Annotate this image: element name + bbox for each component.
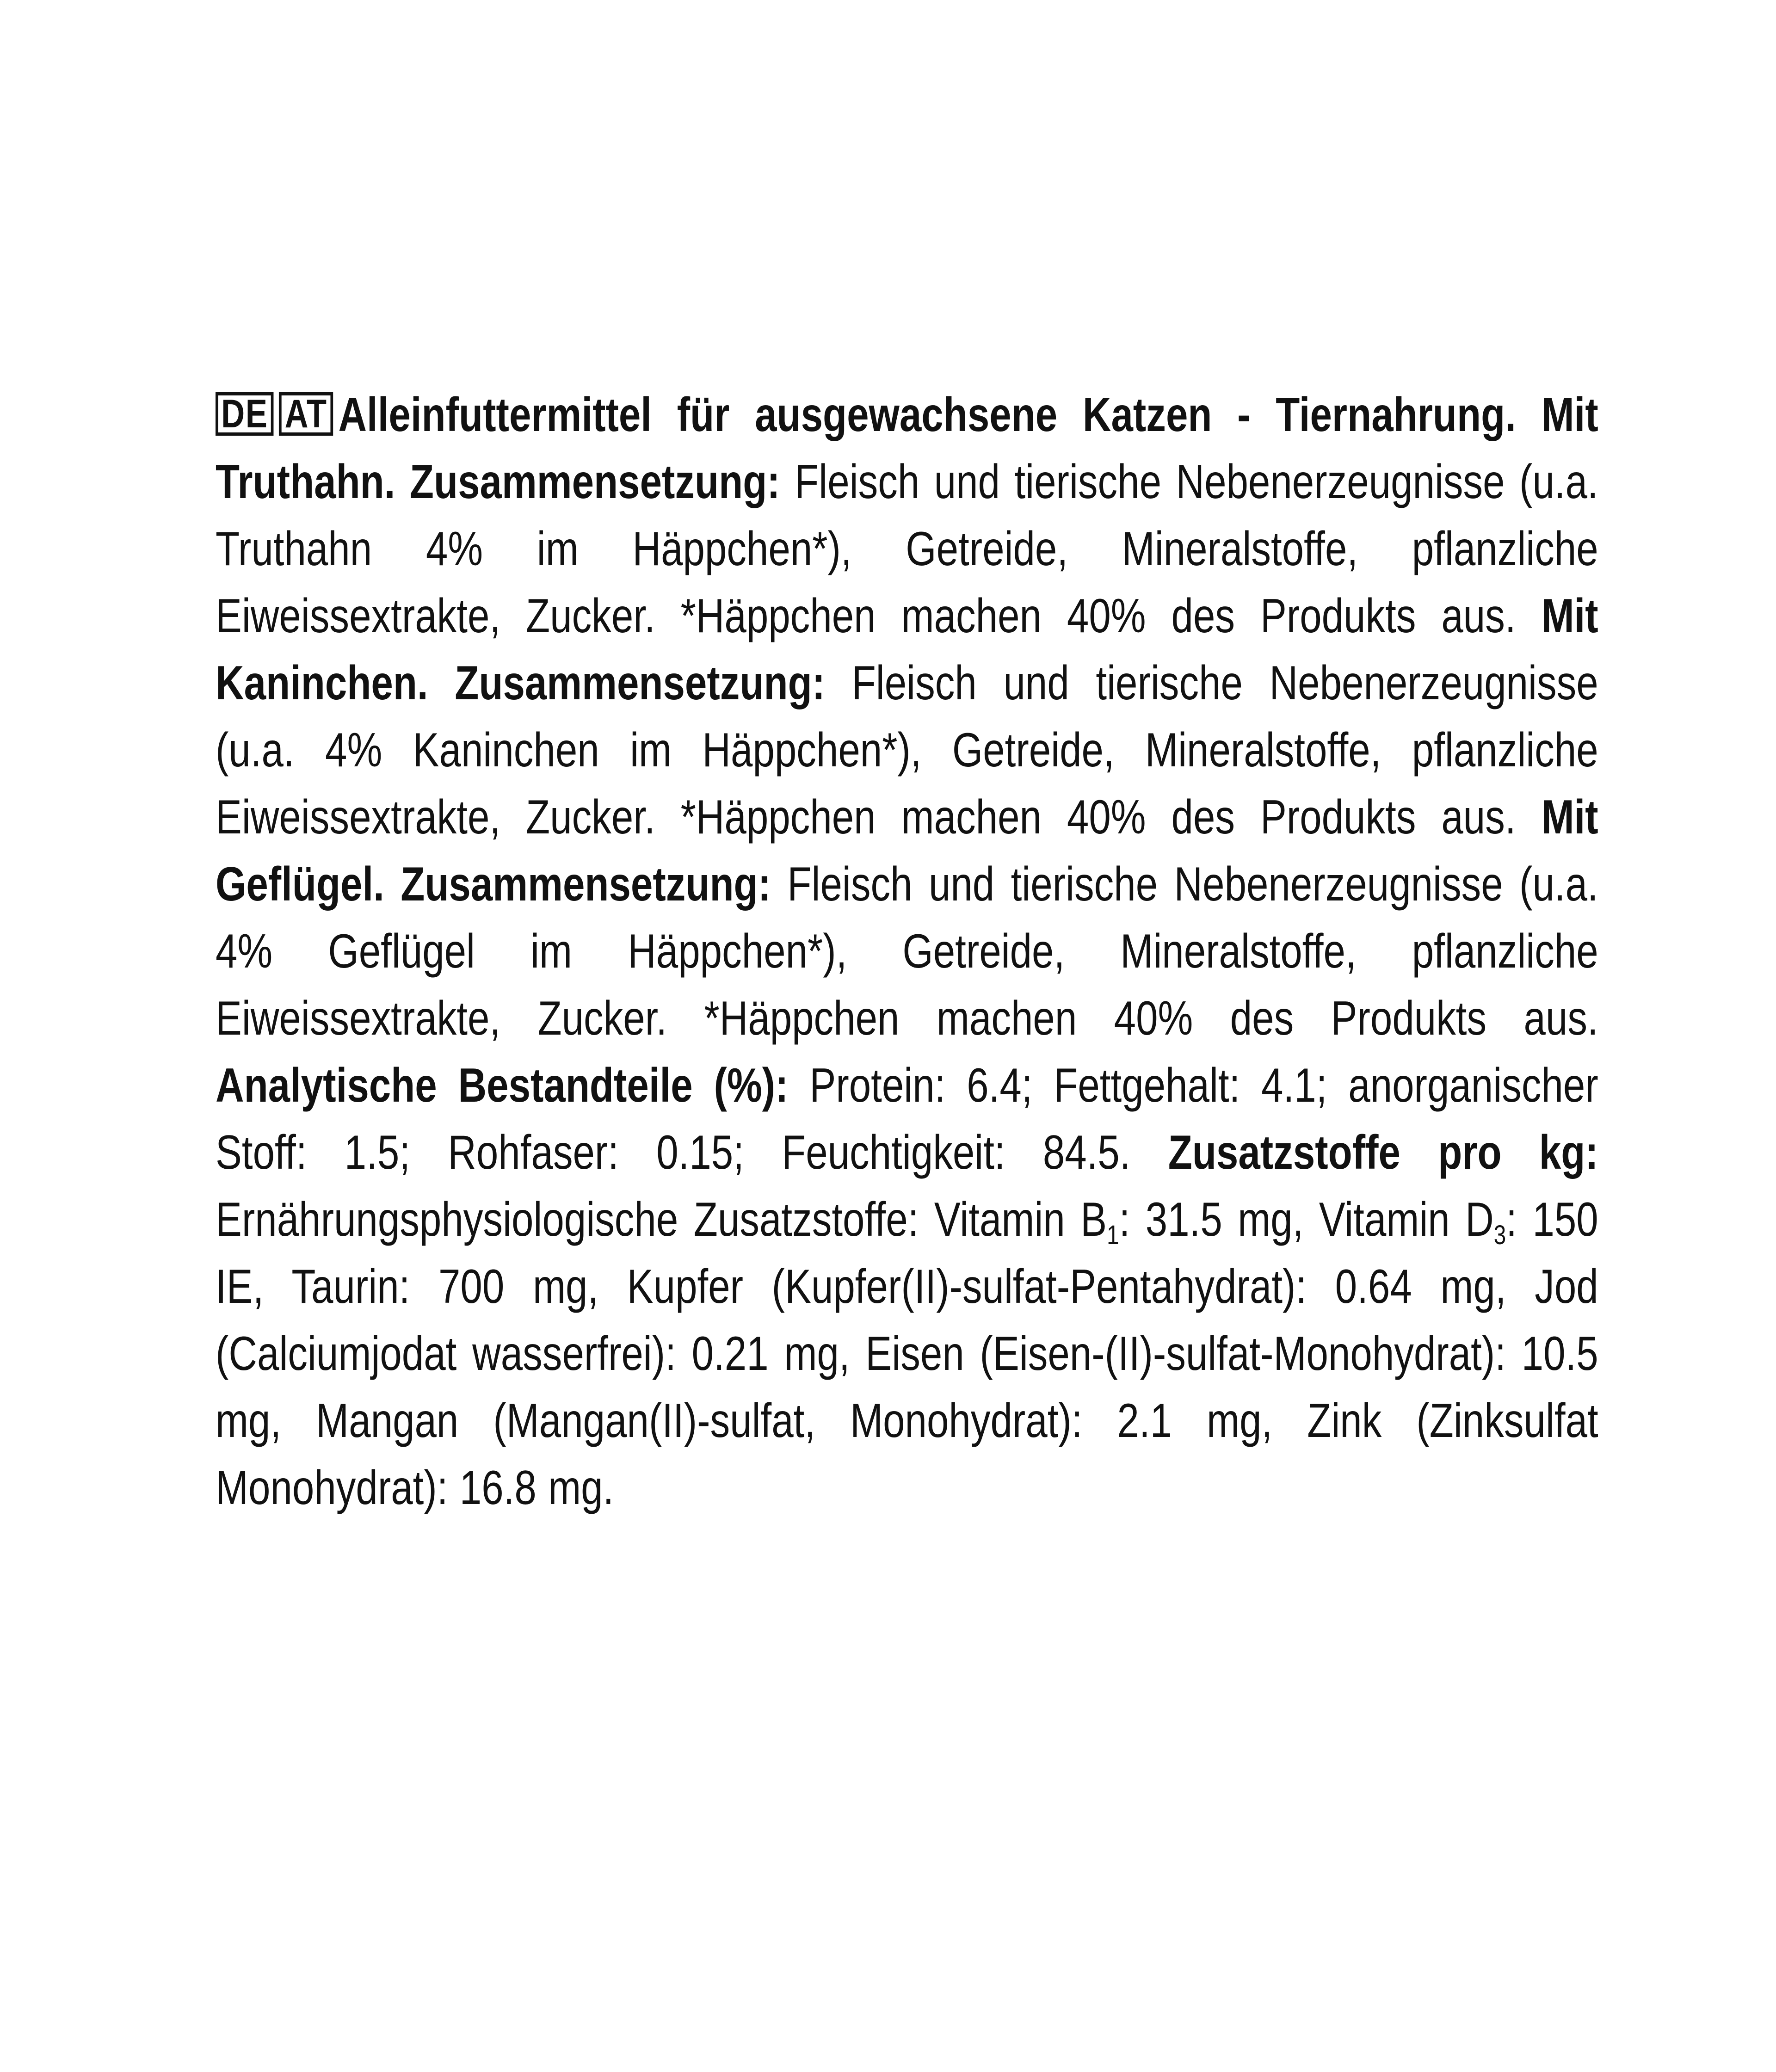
- vitamin-b-subscript: 1: [1107, 1220, 1119, 1250]
- additives-text-part3: : 150 IE, Taurin: 700 mg, Kupfer (Kupfer(II)-sulfat-Pentahydrat): 0.64 mg, Jod (Calciumjodat wasserfrei): 0.21 mg, Eisen (Eisen-(II)-sulfat-Monohydrat): 10.5 mg, Mangan (Mangan(II)-sulfat, Monohydrat): 2.1 mg, Zink (Zinksulfat Monohydrat): 16.8 mg.: [216, 1193, 1598, 1515]
- analytical-constituents-heading: Analytische Bestandteile (%):: [216, 1059, 789, 1112]
- country-badge-at: AT: [279, 392, 333, 436]
- vitamin-d-subscript: 3: [1493, 1220, 1506, 1250]
- ingredients-label-text: [216, 382, 1598, 1522]
- rabbit-composition-heading: Mit Kaninchen. Zusammensetzung:: [216, 589, 1598, 710]
- additives-heading: Zusatzstoffe pro kg:: [1168, 1126, 1598, 1179]
- composition-rabbit-text: Fleisch und tierische Nebenerzeugnisse (u.a. 4% Kaninchen im Häppchen*), Getreide, Mineralstoffe, pflanzliche Eiweissextrakte, Zucker. *Häppchen machen 40% des Produkts aus.: [216, 656, 1598, 844]
- country-badge-de: DE: [216, 392, 274, 436]
- product-description-turkey-heading: Alleinfuttermittel für ausgewachsene Katzen - Tiernahrung. Mit Truthahn. Zusammensetzung:: [216, 388, 1598, 509]
- analytical-constituents-text: Protein: 6.4; Fettgehalt: 4.1; anorganischer Stoff: 1.5; Rohfaser: 0.15; Feuchtigkeit: 84.5.: [216, 1059, 1598, 1179]
- additives-text-part1: Ernährungsphysiologische Zusatzstoffe: Vitamin B: [216, 1193, 1107, 1246]
- additives-text-part2: : 31.5 mg, Vitamin D: [1119, 1193, 1494, 1246]
- composition-turkey-text: Fleisch und tierische Nebenerzeugnisse (u.a. Truthahn 4% im Häppchen*), Getreide, Mineralstoffe, pflanzliche Eiweissextrakte, Zucker. *Häppchen machen 40% des Produkts aus.: [216, 455, 1598, 643]
- composition-poultry-text: Fleisch und tierische Nebenerzeugnisse (u.a. 4% Geflügel im Häppchen*), Getreide, Mineralstoffe, pflanzliche Eiweissextrakte, Zucker. *Häppchen machen 40% des Produkts aus.: [216, 857, 1598, 1045]
- poultry-composition-heading: Mit Geflügel. Zusammensetzung:: [216, 790, 1598, 911]
